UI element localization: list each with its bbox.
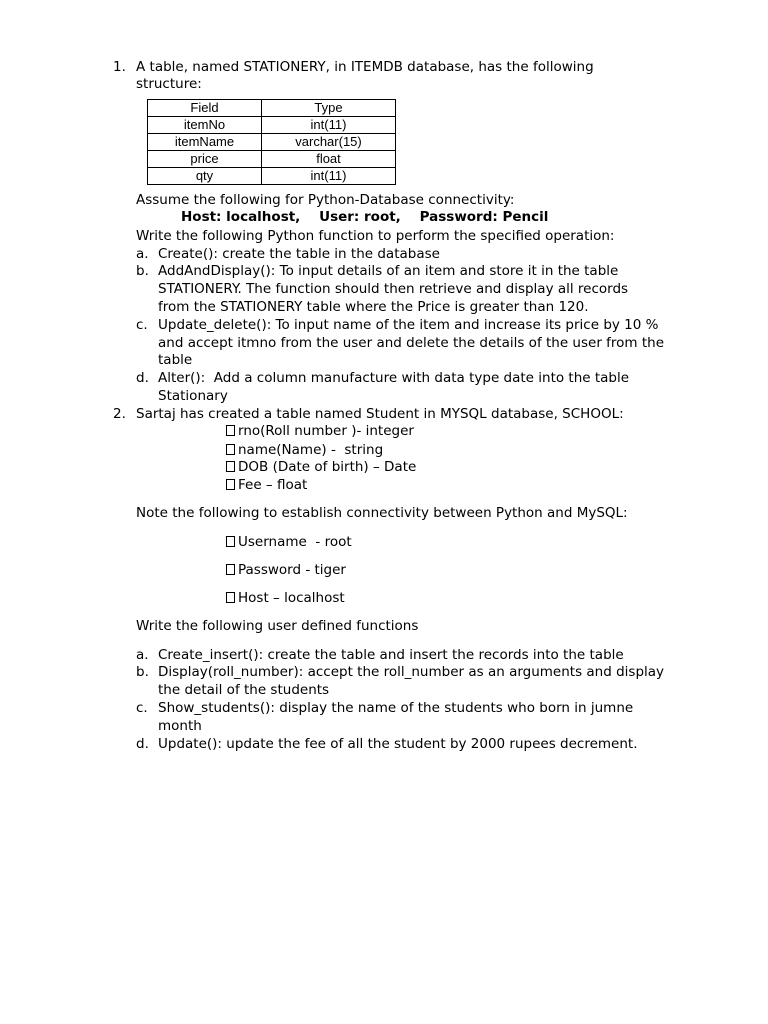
q1-item-d-letter: d. [136,370,149,386]
q1-item-d-line: Alter(): Add a column manufacture with data type date into the table [158,370,630,386]
q1-item-d-line: Stationary [158,388,228,404]
q2-write-text: Write the following user defined functions [136,618,419,634]
q2-conn-item [226,533,352,551]
q1-assume-text: Assume the following for Python-Database connectivity: [136,192,515,208]
q1-item-b-line: AddAndDisplay(): To input details of an item and store it in the table [158,263,619,279]
table-cell: itemNo [148,117,262,134]
q1-number: 1. [113,59,126,75]
q2-item-b-letter: b. [136,664,149,680]
q2-intro: Sartaj has created a table named Student in MYSQL database, SCHOOL: [136,406,624,422]
table-row [148,168,396,185]
checkbox-bullet-icon [226,564,235,575]
q2-note: Note the following to establish connectivity between Python and MySQL: [136,505,628,521]
q1-text-line1: A table, named STATIONERY, in ITEMDB database, has the following [136,59,594,75]
q2-field-item [226,476,307,494]
table-row [148,151,396,168]
stationery-structure-table [147,99,396,185]
q2-item-c-line: Show_students(): display the name of the students who born in jumne [158,700,634,716]
q2-conn-item [226,561,346,579]
q2-item-d-line: Update(): update the fee of all the student by 2000 rupees decrement. [158,736,638,752]
table-cell: float [262,151,396,168]
q1-item-b-line: from the STATIONERY table where the Price is greater than 120. [158,299,589,315]
table-cell: itemName [148,134,262,151]
table-cell: varchar(15) [262,134,396,151]
q2-field-text: DOB (Date of birth) – Date [238,459,417,475]
q2-number: 2. [113,406,126,422]
q1-item-c-line: table [158,352,193,368]
q1-item-b-letter: b. [136,263,149,279]
checkbox-bullet-icon [226,461,235,472]
q2-conn-text: Password - tiger [238,562,346,578]
q2-item-a-letter: a. [136,647,149,663]
q2-field-item [226,458,416,476]
q2-item-b-line: Display(roll_number): accept the roll_number as an arguments and display [158,664,665,680]
q1-item-a-letter: a. [136,246,149,262]
q1-credentials: Host: localhost, User: root, Password: Pencil [181,209,549,225]
q2-conn-text: Host – localhost [238,590,345,606]
q1-item-b-line: STATIONERY. The function should then retrieve and display all records [158,281,629,297]
q2-conn-text: Username - root [238,534,352,550]
q2-item-b-line: the detail of the students [158,682,330,698]
q2-field-text: name(Name) - string [238,442,384,458]
table-header-field: Field [148,100,262,117]
q2-field-item [226,422,414,440]
q1-item-a-line: Create(): create the table in the database [158,246,440,262]
q1-item-c-line: and accept itmno from the user and delete the details of the user from the [158,335,665,351]
q1-text-line2: structure: [136,76,202,92]
q1-item-c-letter: c. [136,317,148,333]
q2-field-text: Fee – float [238,477,308,493]
q2-item-c-line: month [158,718,202,734]
q2-item-c-letter: c. [136,700,148,716]
table-cell: qty [148,168,262,185]
q2-item-a-line: Create_insert(): create the table and insert the records into the table [158,647,624,663]
q2-field-item [226,441,383,459]
q2-item-d-letter: d. [136,736,149,752]
checkbox-bullet-icon [226,425,235,436]
table-row [148,117,396,134]
table-cell: int(11) [262,117,396,134]
q1-item-c-line: Update_delete(): To input name of the item and increase its price by 10 % [158,317,659,333]
q2-conn-item [226,589,345,607]
table-header-type: Type [262,100,396,117]
table-header-row [148,100,396,117]
table-row [148,134,396,151]
checkbox-bullet-icon [226,444,235,455]
table-cell: int(11) [262,168,396,185]
q1-write-text: Write the following Python function to perform the specified operation: [136,228,615,244]
checkbox-bullet-icon [226,479,235,490]
checkbox-bullet-icon [226,592,235,603]
checkbox-bullet-icon [226,536,235,547]
table-cell: price [148,151,262,168]
q2-field-text: rno(Roll number )- integer [238,423,414,439]
